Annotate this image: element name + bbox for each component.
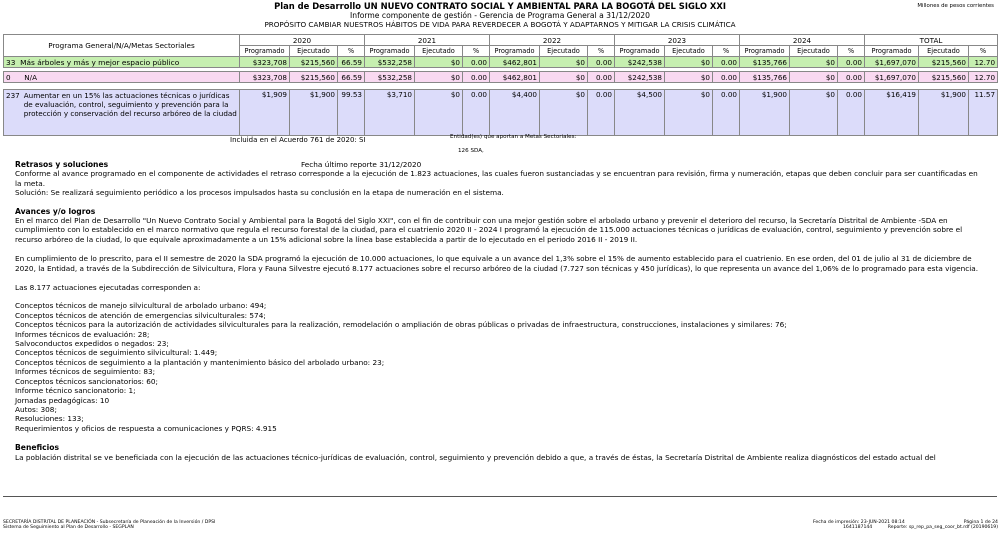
row-label: Más árboles y más y mejor espacio público bbox=[20, 57, 180, 67]
retrasos-heading-row bbox=[15, 160, 985, 169]
year-header: TOTAL bbox=[865, 35, 998, 46]
cell-value: $3,710 bbox=[365, 90, 415, 136]
sub-header: Programado bbox=[865, 46, 919, 57]
report-file: Reporte: sp_rep_pa_seg_coor_bt.rdf (20190619) bbox=[887, 525, 998, 531]
cell-value: 12.70 bbox=[969, 72, 998, 83]
cell-value: $135,766 bbox=[740, 57, 790, 68]
cell-value: $0 bbox=[415, 57, 463, 68]
year-header: 2022 bbox=[490, 35, 615, 46]
cell-value: $0 bbox=[665, 72, 713, 83]
cell-value: $0 bbox=[540, 57, 588, 68]
cell-value: 66.59 bbox=[338, 57, 365, 68]
cell-value: $242,538 bbox=[615, 72, 665, 83]
sub-header: % bbox=[838, 46, 865, 57]
cell-value: $1,697,070 bbox=[865, 57, 919, 68]
cell-value: $1,900 bbox=[290, 90, 338, 136]
table-row-program-33 bbox=[4, 57, 998, 68]
cell-value: 0.00 bbox=[713, 90, 740, 136]
na-label bbox=[4, 72, 240, 83]
cell-value: 0.00 bbox=[838, 57, 865, 68]
entidades-label: Entidad(es) que aportan a Metas Sectoriales: bbox=[450, 134, 577, 140]
cell-value: $462,801 bbox=[490, 57, 540, 68]
cell-value: $1,900 bbox=[740, 90, 790, 136]
footer-institution: SECRETARÍA DISTRITAL DE PLANEACIÓN - Subsecretaría de Planeación de la Inversión / DPSI bbox=[3, 520, 216, 525]
cell-value: $0 bbox=[540, 72, 588, 83]
cell-value: $4,400 bbox=[490, 90, 540, 136]
row-code: 0 bbox=[6, 72, 11, 82]
cell-value: 0.00 bbox=[588, 90, 615, 136]
report-purpose: PROPÓSITO CAMBIAR NUESTROS HÁBITOS DE VIDA PARA REVERDECER A BOGOTÁ Y ADAPTARNOS Y MITIGAR LA CRISIS CLIMÁTICA bbox=[264, 20, 736, 29]
row-label: N/A bbox=[24, 72, 38, 82]
budget-table bbox=[3, 34, 998, 136]
report-body bbox=[15, 160, 985, 462]
year-header-row bbox=[4, 35, 998, 46]
cell-value: 99.53 bbox=[338, 90, 365, 136]
avances-title: Avances y/o logros bbox=[15, 206, 96, 216]
sub-header: % bbox=[463, 46, 490, 57]
row-code: 33 bbox=[6, 57, 16, 67]
retrasos-title: Retrasos y soluciones bbox=[15, 160, 109, 169]
footer-right bbox=[813, 520, 998, 531]
sub-header: Programado bbox=[490, 46, 540, 57]
list-item: Conceptos técnicos de atención de emergencias silviculturales: 574; bbox=[15, 310, 266, 320]
cell-value: $1,909 bbox=[240, 90, 290, 136]
sub-header: Ejecutado bbox=[290, 46, 338, 57]
cell-value: $215,560 bbox=[919, 72, 969, 83]
sub-header: % bbox=[713, 46, 740, 57]
list-item: Informes técnicos de evaluación: 28; bbox=[15, 329, 150, 339]
cell-value: $215,560 bbox=[290, 57, 338, 68]
cell-value: $215,560 bbox=[919, 57, 969, 68]
year-header: 2021 bbox=[365, 35, 490, 46]
sub-header: Ejecutado bbox=[415, 46, 463, 57]
report-code: 1641187144 bbox=[843, 525, 873, 531]
year-header: 2023 bbox=[615, 35, 740, 46]
cell-value: 0.00 bbox=[463, 57, 490, 68]
retrasos-paragraph: Conforme al avance programado en el componente de actividades el retraso corresponde a la ejecución de 1.823 actuaciones, las cuales fueron sustanciadas y se encuentran para revisión, firma y numeración, etapas que deben concluir para ser cuantificadas en la meta. bbox=[15, 169, 978, 188]
avances-paragraph-2: En cumplimiento de lo prescrito, para el II semestre de 2020 la SDA programó la ejecución de 10.000 actuaciones, lo que equivale a un avance del 1,3% sobre el 15% de aumento establecido para el cuatrienio. En ese orden, del 01 de julio al 31 de diciembre de 2020, la Entidad, a través de la Subdirección de Silvicultura, Flora y Fauna Silvestre ejecutó 8.177 actuaciones sobre el recurso arbóreo de la ciudad (7.727 son técnicas y 450 jurídicas), lo que representa un avance del 1,06% de lo programado para esta vigencia. bbox=[15, 254, 979, 273]
report-header bbox=[0, 2, 1000, 29]
cell-value: 0.00 bbox=[838, 90, 865, 136]
sub-header: % bbox=[588, 46, 615, 57]
list-item: Conceptos técnicos de seguimiento a la plantación y mantenimiento básico del arbolado urbano: 23; bbox=[15, 357, 385, 367]
year-header: 2024 bbox=[740, 35, 865, 46]
cell-value: $532,258 bbox=[365, 57, 415, 68]
cell-value: $0 bbox=[790, 72, 838, 83]
year-header: 2020 bbox=[240, 35, 365, 46]
cell-value: 0.00 bbox=[463, 72, 490, 83]
list-item: Salvoconductos expedidos o negados: 23; bbox=[15, 339, 169, 349]
cell-value: $1,900 bbox=[919, 90, 969, 136]
sub-header: Ejecutado bbox=[665, 46, 713, 57]
cell-value: $0 bbox=[540, 90, 588, 136]
footer-system: Sistema de Seguimiento al Plan de Desarrollo - SEGPLAN bbox=[3, 525, 134, 531]
table-row-na bbox=[4, 72, 998, 83]
cell-value: $0 bbox=[790, 90, 838, 136]
table-row-goal-237 bbox=[4, 90, 998, 136]
goal-label bbox=[4, 90, 240, 136]
cell-value: 11.57 bbox=[969, 90, 998, 136]
cell-value: 0.00 bbox=[838, 72, 865, 83]
cell-value: 12.70 bbox=[969, 57, 998, 68]
column-header-program: Programa General/N/A/Metas Sectoriales bbox=[4, 35, 240, 57]
page-number: Página 1 de 24 bbox=[963, 520, 998, 525]
acuerdo-note: Incluida en el Acuerdo 761 de 2020: SI bbox=[230, 136, 366, 144]
avances-paragraph-1: En el marco del Plan de Desarrollo "Un Nuevo Contrato Social y Ambiental para la Bogotá del Siglo XXI", con el fin de contribuir con una mejor gestión sobre el arbolado urbano y prevenir el deterioro del recurso, la Secretaría Distrital de Ambiente -SDA en cumplimiento con lo establecido en el marco normativo que regula el recurso forestal de la ciudad, para el cuatrienio 2020 II - 2024 I programó la ejecución de 115.000 actuaciones técnicas o jurídicas de evaluación, control, seguimiento y prevención sobre el recurso arbóreo de la ciudad, lo que equivale aproximadamente a un 15% adicional sobre la línea base establecida a partir de lo ejecutado en el periodo 2016 II - 2019 II. bbox=[15, 216, 963, 244]
sub-header: Programado bbox=[740, 46, 790, 57]
cell-value: $323,708 bbox=[240, 57, 290, 68]
sub-header: % bbox=[338, 46, 365, 57]
sub-header: Ejecutado bbox=[790, 46, 838, 57]
currency-units-note: Millones de pesos corrientes bbox=[917, 3, 994, 9]
entidad-value: 126 SDA, bbox=[458, 148, 484, 154]
list-item: Autos: 308; bbox=[15, 404, 57, 414]
list-item: Informes técnicos de seguimiento: 83; bbox=[15, 367, 156, 377]
list-item: Conceptos técnicos para la autorización de actividades silviculturales para la realización, remodelación o ampliación de obras públicas o privadas de infraestructura, construcciones, instalaciones y similares: 76; bbox=[15, 320, 787, 330]
report-title: Plan de Desarrollo UN NUEVO CONTRATO SOCIAL Y AMBIENTAL PARA LA BOGOTÁ DEL SIGLO XXI bbox=[274, 1, 726, 11]
sub-header: Programado bbox=[615, 46, 665, 57]
actuaciones-list bbox=[15, 301, 985, 433]
cell-value: $16,419 bbox=[865, 90, 919, 136]
list-item: Conceptos técnicos de manejo silvicultural de arbolado urbano: 494; bbox=[15, 301, 267, 311]
list-item: Resoluciones: 133; bbox=[15, 414, 84, 424]
row-code: 237 bbox=[6, 91, 20, 100]
sub-header: % bbox=[969, 46, 998, 57]
cell-value: $462,801 bbox=[490, 72, 540, 83]
list-item: Jornadas pedagógicas: 10 bbox=[15, 395, 110, 405]
list-item: Informe técnico sancionatorio: 1; bbox=[15, 386, 136, 396]
cell-value: 0.00 bbox=[713, 72, 740, 83]
footer-divider bbox=[3, 496, 997, 497]
cell-value: $323,708 bbox=[240, 72, 290, 83]
cell-value: $0 bbox=[415, 72, 463, 83]
cell-value: $0 bbox=[665, 90, 713, 136]
retrasos-solution: Solución: Se realizará seguimiento periódico a los procesos impulsados hasta su conclusión en la etapa de numeración en el sistema. bbox=[15, 188, 504, 198]
report-subtitle: Informe componente de gestión - Gerencia de Programa General a 31/12/2020 bbox=[350, 11, 650, 20]
cell-value: $215,560 bbox=[290, 72, 338, 83]
cell-value: $4,500 bbox=[615, 90, 665, 136]
print-date: Fecha de impresión: 23-JUN-2021 08:14 bbox=[813, 520, 905, 525]
beneficios-paragraph: La población distrital se ve beneficiada con la ejecución de las actuaciones técnico-jurídicas de evaluación, control, seguimiento y prevención debido a que, a través de éstas, la Secretaría Distrital de Ambiente realiza diagnósticos del estado actual del bbox=[15, 452, 936, 462]
row-spacer bbox=[4, 83, 998, 90]
cell-value: 0.00 bbox=[713, 57, 740, 68]
footer-left bbox=[3, 520, 215, 531]
cell-value: 0.00 bbox=[463, 90, 490, 136]
cell-value: 0.00 bbox=[588, 57, 615, 68]
cell-value: $0 bbox=[415, 90, 463, 136]
cell-value: 0.00 bbox=[588, 72, 615, 83]
cell-value: $0 bbox=[665, 57, 713, 68]
cell-value: $532,258 bbox=[365, 72, 415, 83]
list-item: Conceptos técnicos sancionatorios: 60; bbox=[15, 376, 159, 386]
sub-header: Programado bbox=[365, 46, 415, 57]
cell-value: $135,766 bbox=[740, 72, 790, 83]
sub-header: Programado bbox=[240, 46, 290, 57]
program-label bbox=[4, 57, 240, 68]
list-item: Conceptos técnicos de seguimiento silvicultural: 1.449; bbox=[15, 348, 218, 358]
cell-value: 66.59 bbox=[338, 72, 365, 83]
cell-value: $242,538 bbox=[615, 57, 665, 68]
cell-value: $0 bbox=[790, 57, 838, 68]
sub-header: Ejecutado bbox=[540, 46, 588, 57]
beneficios-title: Beneficios bbox=[15, 443, 59, 453]
avances-paragraph-3: Las 8.177 actuaciones ejecutadas corresponden a: bbox=[15, 283, 201, 293]
cell-value: $1,697,070 bbox=[865, 72, 919, 83]
list-item: Requerimientos y oficios de respuesta a comunicaciones y PQRS: 4.915 bbox=[15, 423, 277, 433]
sub-header: Ejecutado bbox=[919, 46, 969, 57]
row-label: Aumentar en un 15% las actuaciones técnicas o jurídicas de evaluación, control, seguimiento y prevención para la protección y conservación del recurso arbóreo de la ciudad bbox=[23, 91, 237, 118]
fecha-ultimo-reporte: Fecha último reporte 31/12/2020 bbox=[301, 160, 422, 169]
